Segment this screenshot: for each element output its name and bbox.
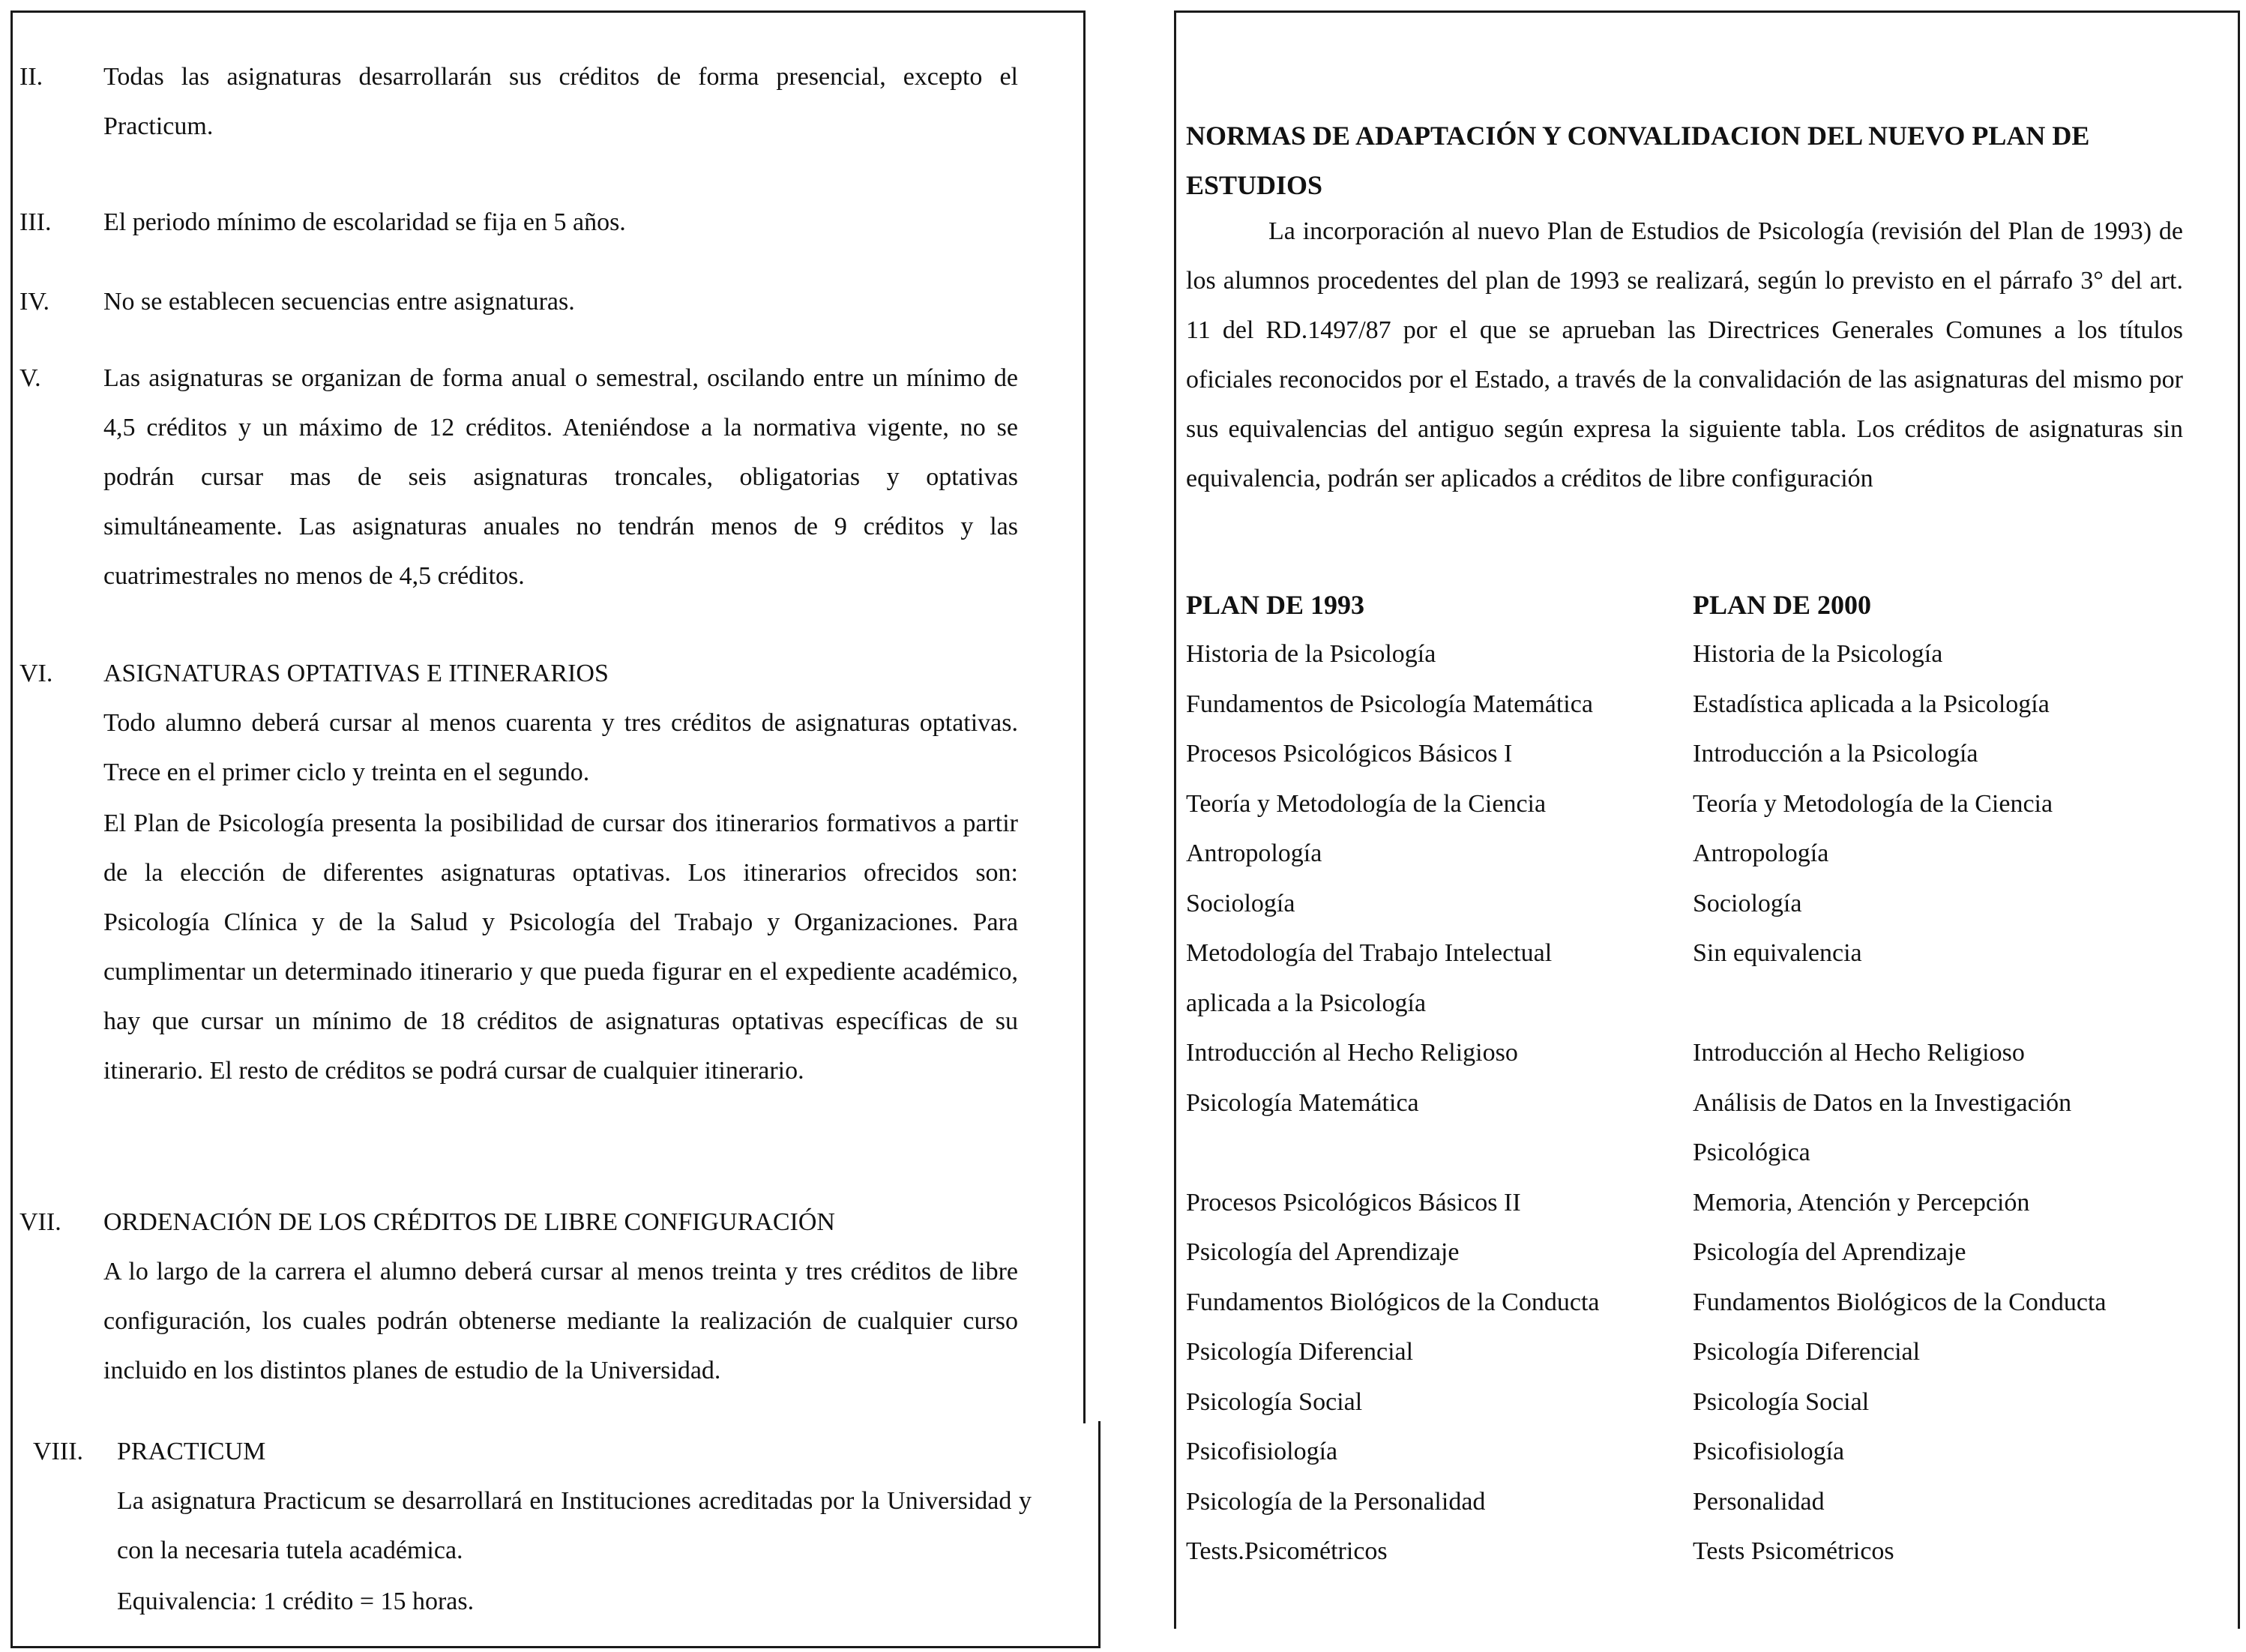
list-item: Tests Psicométricos (1693, 1537, 1894, 1565)
list-item: Antropología (1693, 839, 1829, 867)
list-item: Psicología de la Personalidad (1186, 1487, 1486, 1516)
section-text: Todas las asignaturas desarrollarán sus créditos de forma presencial, excepto el Practicum. (103, 63, 1018, 140)
list-item: Historia de la Psicología (1693, 640, 1943, 668)
section-text: El Plan de Psicología presenta la posibilidad de cursar dos itinerarios formativos a partir de la elección de diferentes asignaturas optativas. Los itinerarios ofrecidos son: Psicología Clínica y de la Salud y Psicología del Trabajo y Organizaciones. Para cumplimentar un determinado itinerario y que pueda figurar en el expediente académico, hay que cursar un mínimo de 18 créditos de asignaturas optativas específicas de su itinerario. El resto de créditos se podrá cursar de cualquier itinerario. (103, 810, 1018, 1085)
list-item: Psicología Matemática (1186, 1088, 1419, 1117)
list-item: Psicofisiología (1186, 1438, 1338, 1465)
list-item: Introducción a la Psicología (1693, 740, 1978, 768)
section-text: No se establecen secuencias entre asignaturas. (103, 288, 575, 316)
list-item: Historia de la Psicología (1186, 640, 1436, 668)
section-heading: PRACTICUM (117, 1438, 266, 1465)
section-heading: ASIGNATURAS OPTATIVAS E ITINERARIOS (103, 660, 609, 687)
page-title: NORMAS DE ADAPTACIÓN Y CONVALIDACION DEL NUEVO PLAN DE ESTUDIOS (1186, 121, 2090, 200)
list-item: Tests.Psicométricos (1186, 1537, 1388, 1565)
list-item: Procesos Psicológicos Básicos I (1186, 740, 1513, 768)
section-number: VIII. (33, 1438, 84, 1465)
list-item: Análisis de Datos en la Investigación (1693, 1088, 2072, 1117)
equivalence-note: Equivalencia: 1 crédito = 15 horas. (117, 1588, 475, 1615)
list-item: Procesos Psicológicos Básicos II (1186, 1188, 1521, 1217)
plan-1993-header: PLAN DE 1993 (1186, 590, 1365, 620)
list-item: Psicofisiología (1693, 1438, 1845, 1465)
list-item: aplicada a la Psicología (1186, 989, 1427, 1017)
intro-paragraph: La incorporación al nuevo Plan de Estudios de Psicología (revisión del Plan de 1993) de los alumnos procedentes del plan de 1993 se realizará, según lo previsto en el párrafo 3° del art. 11 del RD.1497/87 por el que se aprueban las Directrices Generales Comunes a los títulos oficiales reconocidos por el Estado, a través de la convalidación de las asignaturas del mismo por sus equivalencias del antiguo según expresa la siguiente tabla. Los créditos de asignaturas sin equivalencia, podrán ser aplicados a créditos de libre configuración (1186, 217, 2183, 492)
section-text: A lo largo de la carrera el alumno deberá cursar al menos treinta y tres créditos de libre configuración, los cuales podrán obtenerse mediante la realización de cualquier curso incluido en los distintos planes de estudio de la Universidad. (103, 1258, 1018, 1384)
list-item: Psicología Social (1186, 1387, 1363, 1416)
list-item: Metodología del Trabajo Intelectual (1186, 939, 1553, 967)
list-item (1693, 979, 2218, 1029)
list-item: Fundamentos de Psicología Matemática (1186, 690, 1593, 718)
list-item: Sociología (1693, 889, 1802, 917)
list-item (1186, 1128, 1681, 1178)
list-item: Psicología Diferencial (1186, 1338, 1414, 1366)
section-text: Todo alumno deberá cursar al menos cuarenta y tres créditos de asignaturas optativas. Trece en el primer ciclo y treinta en el segundo. (103, 709, 1018, 786)
section-number: V. (19, 364, 41, 392)
list-item: Psicología Social (1693, 1387, 1870, 1416)
section-heading: ORDENACIÓN DE LOS CRÉDITOS DE LIBRE CONFIGURACIÓN (103, 1208, 835, 1236)
section-number: IV. (19, 288, 49, 316)
plan-1993-list (1186, 630, 1681, 1577)
list-item: Fundamentos Biológicos de la Conducta (1693, 1288, 2107, 1316)
section-number: VII. (19, 1208, 61, 1236)
list-item: Fundamentos Biológicos de la Conducta (1186, 1288, 1600, 1316)
plan-2000-header: PLAN DE 2000 (1693, 590, 1872, 620)
list-item: Introducción al Hecho Religioso (1186, 1039, 1518, 1067)
list-item: Introducción al Hecho Religioso (1693, 1039, 2025, 1067)
section-text: La asignatura Practicum se desarrollará en Instituciones acreditadas por la Universidad y con la necesaria tutela académica. (117, 1487, 1032, 1564)
list-item: Psicológica (1693, 1139, 1810, 1166)
list-item: Sociología (1186, 889, 1295, 917)
list-item: Psicología Diferencial (1693, 1338, 1921, 1366)
list-item: Memoria, Atención y Percepción (1693, 1188, 2030, 1217)
list-item: Sin equivalencia (1693, 939, 1862, 967)
plan-2000-list (1693, 630, 2218, 1577)
list-item: Teoría y Metodología de la Ciencia (1186, 789, 1547, 818)
section-number: VI. (19, 660, 53, 687)
list-item: Psicología del Aprendizaje (1186, 1238, 1460, 1266)
list-item: Personalidad (1693, 1487, 1825, 1516)
list-item: Estadística aplicada a la Psicología (1693, 690, 2050, 718)
section-number: III. (19, 208, 52, 236)
section-text: Las asignaturas se organizan de forma anual o semestral, oscilando entre un mínimo de 4,5 créditos y un máximo de 12 créditos. Ateniéndose a la normativa vigente, no se podrán cursar mas de seis asignaturas troncales, obligatorias y optativas simultáneamente. Las asignaturas anuales no tendrán menos de 9 créditos y las cuatrimestrales no menos de 4,5 créditos. (103, 364, 1018, 590)
list-item: Antropología (1186, 839, 1322, 867)
list-item: Psicología del Aprendizaje (1693, 1238, 1966, 1266)
list-item: Teoría y Metodología de la Ciencia (1693, 789, 2053, 818)
section-number: II. (19, 63, 43, 91)
section-text: El periodo mínimo de escolaridad se fija en 5 años. (103, 208, 626, 236)
